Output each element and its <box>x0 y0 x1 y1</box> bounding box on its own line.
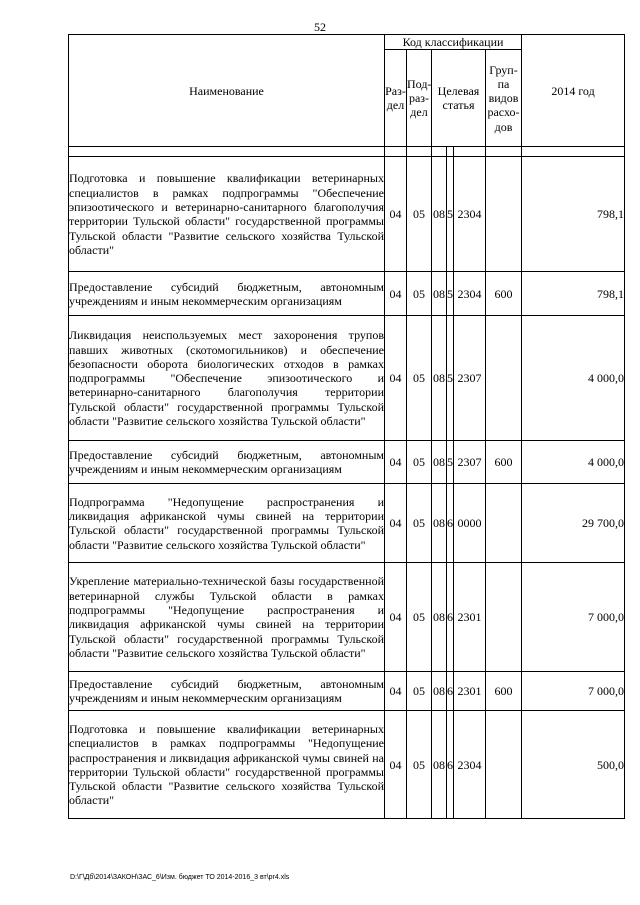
row-name: Предоставление субсидий бюджетным, автономным учреждениям и иным некоммерческим организациям <box>69 272 385 316</box>
row-article-code: 2304 <box>454 157 486 272</box>
row-subprogram-code: 6 <box>447 484 454 563</box>
row-section: 04 <box>385 272 407 316</box>
row-subprogram-code: 5 <box>447 441 454 484</box>
row-subprogram-code: 6 <box>447 672 454 711</box>
row-name: Предоставление субсидий бюджетным, автономным учреждениям и иным некоммерческим организациям <box>69 441 385 484</box>
row-expense-type <box>486 711 522 819</box>
row-article-code: 2304 <box>454 272 486 316</box>
row-section: 04 <box>385 711 407 819</box>
row-article-code: 2301 <box>454 563 486 672</box>
row-program-code: 08 <box>432 157 447 272</box>
row-name: Ликвидация неиспользуемых мест захоронения трупов павших животных (скотомогильников) и обеспечение безопасности оборота биологических отходов в рамках подпрограммы "Обеспечение эпизоотического и ветеринарно-санитарного благополучия территории Тульской области" государственной программы Тульской области "Развитие сельского хозяйства Тульской области" <box>69 316 385 441</box>
row-article-code: 2307 <box>454 441 486 484</box>
header-code-group: Код классификации <box>385 35 522 50</box>
row-program-code: 08 <box>432 711 447 819</box>
page-number: 52 <box>314 20 326 34</box>
row-subsection: 05 <box>407 157 432 272</box>
row-section: 04 <box>385 484 407 563</box>
row-amount: 7 000,0 <box>522 563 625 672</box>
file-path-footer: D:\Г\Дб\2014\ЗАКОН\ЗАС_6\Изм. бюджет ТО 2014-2016_3 вт\pr4.xls <box>70 874 290 881</box>
table-row <box>69 563 625 672</box>
table-row <box>69 484 625 563</box>
header-section: Раз-дел <box>385 50 407 147</box>
row-section: 04 <box>385 157 407 272</box>
row-name: Подпрограмма "Недопущение распространения и ликвидация африканской чумы свиней на территории Тульской области" государственной программы Тульской области "Развитие сельского хозяйства Тульской области" <box>69 484 385 563</box>
row-subprogram-code: 5 <box>447 272 454 316</box>
row-amount: 29 700,0 <box>522 484 625 563</box>
table-row <box>69 441 625 484</box>
row-subsection: 05 <box>407 672 432 711</box>
row-name: Подготовка и повышение квалификации ветеринарных специалистов в рамках подпрограммы "Обеспечение эпизоотического и ветеринарно-санитарного благополучия территории Тульской области" государственной программы Тульской области "Развитие сельского хозяйства Тульской области" <box>69 157 385 272</box>
table-row <box>69 272 625 316</box>
row-section: 04 <box>385 563 407 672</box>
header-target-article: Целевая статья <box>432 50 486 147</box>
row-program-code: 08 <box>432 672 447 711</box>
row-amount: 7 000,0 <box>522 672 625 711</box>
row-article-code: 0000 <box>454 484 486 563</box>
row-amount: 798,1 <box>522 272 625 316</box>
row-name: Подготовка и повышение квалификации ветеринарных специалистов в рамках подпрограммы "Недопущение распространения и ликвидация африканской чумы свиней на территории Тульской области" государственной программы Тульской области "Развитие сельского хозяйства Тульской области" <box>69 711 385 819</box>
row-program-code: 08 <box>432 272 447 316</box>
row-article-code: 2301 <box>454 672 486 711</box>
header-subsection: Под-раз-дел <box>407 50 432 147</box>
row-subprogram-code: 5 <box>447 157 454 272</box>
row-amount: 798,1 <box>522 157 625 272</box>
row-expense-type: 600 <box>486 272 522 316</box>
row-subsection: 05 <box>407 711 432 819</box>
header-expense-group: Груп-па видов расхо-дов <box>486 50 522 147</box>
row-subprogram-code: 6 <box>447 711 454 819</box>
table-row <box>69 157 625 272</box>
row-name: Предоставление субсидий бюджетным, автономным учреждениям и иным некоммерческим организациям <box>69 672 385 711</box>
table-row <box>69 672 625 711</box>
row-program-code: 08 <box>432 563 447 672</box>
row-expense-type <box>486 157 522 272</box>
row-subsection: 05 <box>407 272 432 316</box>
row-subsection: 05 <box>407 441 432 484</box>
row-expense-type: 600 <box>486 672 522 711</box>
row-expense-type: 600 <box>486 441 522 484</box>
header-name: Наименование <box>69 35 385 147</box>
budget-table <box>68 34 625 819</box>
row-article-code: 2307 <box>454 316 486 441</box>
row-subsection: 05 <box>407 316 432 441</box>
row-name: Укрепление материально-технической базы государственной ветеринарной службы Тульской области в рамках подпрограммы "Недопущение распространения и ликвидация африканской чумы свиней на территории Тульской области" государственной программы Тульской области "Развитие сельского хозяйства Тульской области" <box>69 563 385 672</box>
row-section: 04 <box>385 441 407 484</box>
header-year: 2014 год <box>522 35 625 147</box>
row-section: 04 <box>385 672 407 711</box>
row-amount: 500,0 <box>522 711 625 819</box>
row-section: 04 <box>385 316 407 441</box>
row-program-code: 08 <box>432 441 447 484</box>
row-subprogram-code: 5 <box>447 316 454 441</box>
row-program-code: 08 <box>432 484 447 563</box>
row-amount: 4 000,0 <box>522 441 625 484</box>
table-row <box>69 316 625 441</box>
row-expense-type <box>486 563 522 672</box>
spacer-row <box>69 147 625 157</box>
row-amount: 4 000,0 <box>522 316 625 441</box>
row-expense-type <box>486 316 522 441</box>
table-row <box>69 711 625 819</box>
row-article-code: 2304 <box>454 711 486 819</box>
row-subsection: 05 <box>407 563 432 672</box>
header-row <box>69 35 625 50</box>
row-subprogram-code: 6 <box>447 563 454 672</box>
row-program-code: 08 <box>432 316 447 441</box>
row-expense-type <box>486 484 522 563</box>
row-subsection: 05 <box>407 484 432 563</box>
